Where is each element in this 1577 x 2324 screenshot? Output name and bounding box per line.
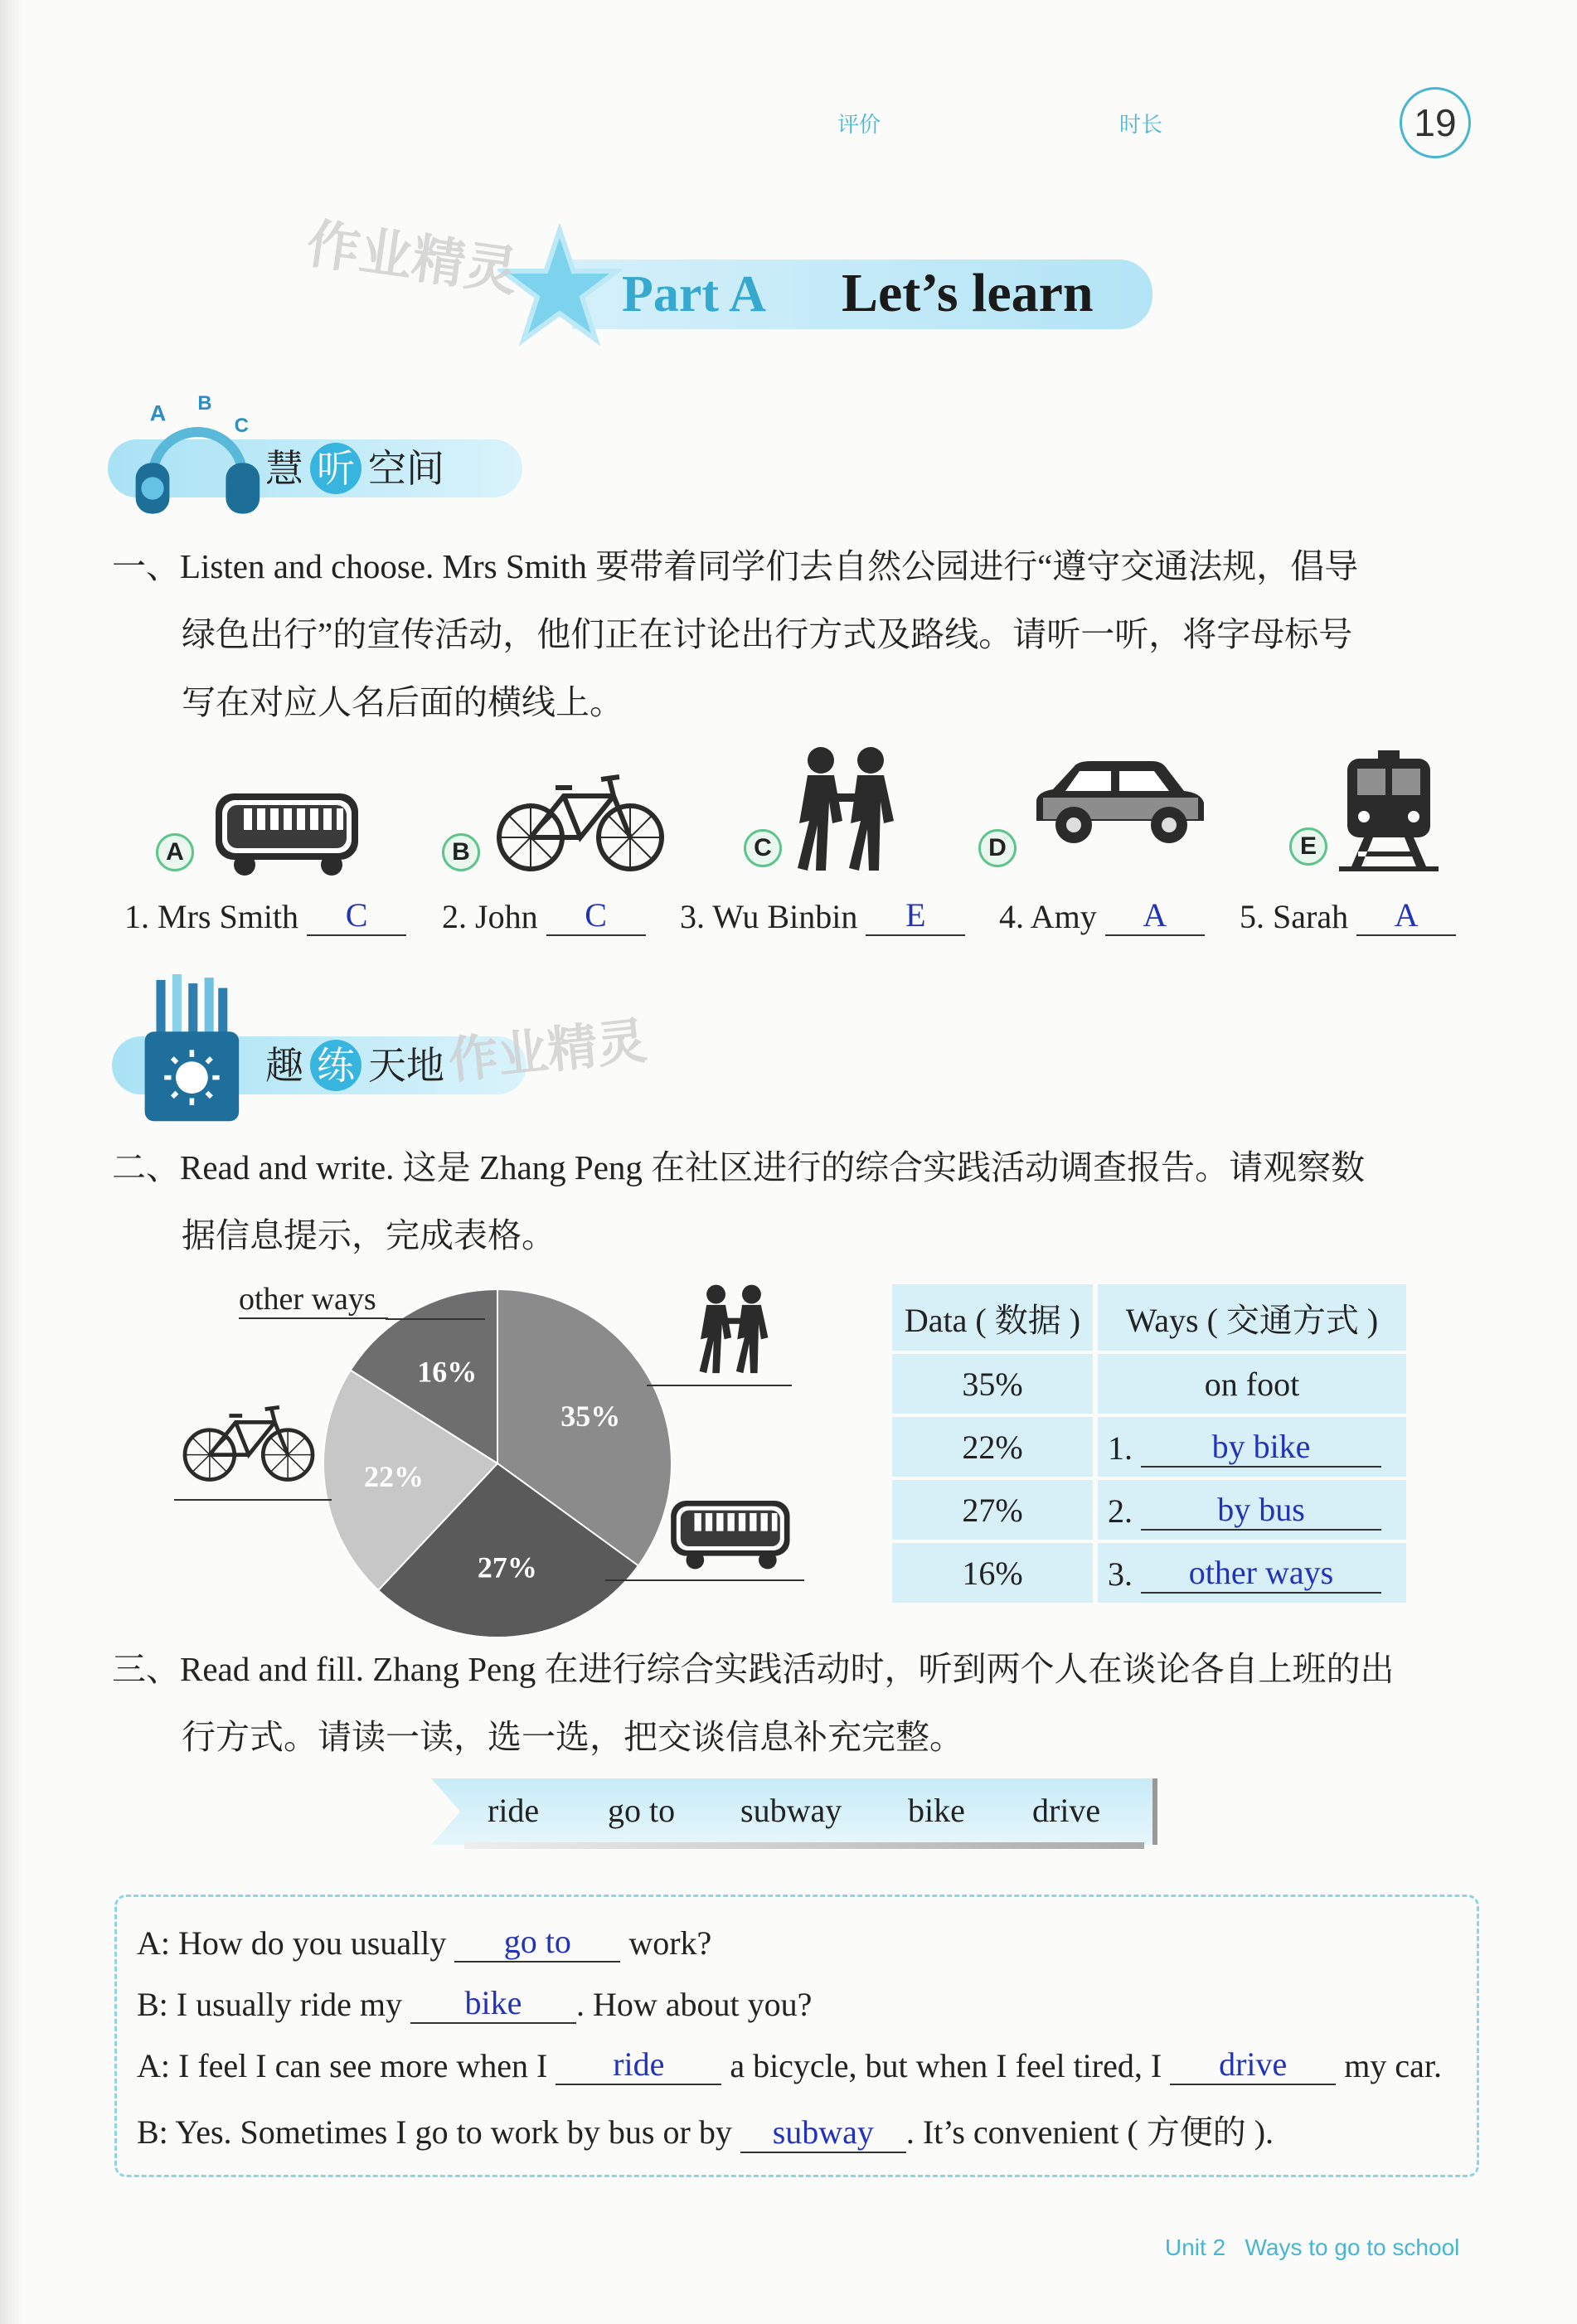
walking-icon <box>692 1281 775 1376</box>
footer <box>1165 2234 1459 2261</box>
answer-blank[interactable]: E <box>866 895 965 936</box>
page-number: 19 <box>1400 87 1471 158</box>
answer-item: 5. Sarah A <box>1240 895 1456 936</box>
answer-blank[interactable]: go to <box>454 1922 620 1963</box>
table-cell-data: 27% <box>892 1480 1093 1540</box>
answer-blank[interactable]: A <box>1356 895 1456 936</box>
train-icon <box>1335 750 1443 875</box>
table-cell-data: 35% <box>892 1354 1093 1414</box>
table-row <box>892 1480 1406 1540</box>
table-cell-way: 3. other ways <box>1098 1543 1406 1603</box>
heading-accent: 听 <box>310 443 361 494</box>
pie-slice-label: 27% <box>477 1550 537 1584</box>
pencil-cup-icon <box>133 974 249 1123</box>
dialogue-line: A: How do you usually go to work? <box>137 1923 712 1962</box>
evaluation-label: 评价 <box>837 112 881 137</box>
table-header-cell: Data ( 数据 ) <box>892 1284 1093 1351</box>
part-label: Part A <box>622 266 766 323</box>
option-letter-a: A <box>156 833 194 871</box>
table-cell-way: on foot <box>1098 1354 1406 1414</box>
word-bank-item: subway <box>740 1792 842 1829</box>
svg-text:B: B <box>197 391 212 415</box>
answer-blank[interactable]: by bus <box>1141 1490 1381 1531</box>
word-bank-item: go to <box>608 1792 676 1829</box>
table-cell-data: 16% <box>892 1543 1093 1603</box>
question-3: 三、Read and fill. Zhang Peng 在进行综合实践活动时，听到两个人在谈论各自上班的出 行方式。请读一读，选一选，把交谈信息补充完整。 <box>112 1650 1395 1756</box>
pie-chart <box>315 1281 680 1646</box>
answer-item: 3. Wu Binbin E <box>680 895 965 936</box>
answer-item: 2. John C <box>442 895 646 936</box>
option-letter-c: C <box>744 829 782 867</box>
footer-unit: Unit 2 <box>1165 2234 1226 2260</box>
pie-slice-label: 16% <box>417 1355 478 1389</box>
table-header-row <box>892 1284 1406 1351</box>
answer-blank[interactable]: C <box>546 895 646 936</box>
walking-icon <box>788 742 904 875</box>
svg-text:C: C <box>234 415 249 437</box>
section-heading-practice: 趣 练 天地 <box>265 1038 444 1093</box>
bus-icon <box>663 1492 796 1575</box>
dialogue-line: B: Yes. Sometimes I go to work by bus or by subway . It’s convenient ( 方便的 ). <box>137 2106 1274 2153</box>
answer-blank[interactable]: by bike <box>1141 1427 1381 1468</box>
leader-line <box>647 1385 792 1386</box>
word-bank-item: drive <box>1032 1792 1101 1829</box>
table-row <box>892 1417 1406 1477</box>
table-cell-way: 1. by bike <box>1098 1417 1406 1477</box>
answer-blank[interactable]: C <box>307 895 406 936</box>
lesson-title: Let’s learn <box>842 263 1094 323</box>
table-cell-data: 22% <box>892 1417 1093 1477</box>
heading-accent: 练 <box>310 1040 361 1091</box>
footer-title: Ways to go to school <box>1245 2234 1460 2260</box>
section-heading-listening: 慧 听 空间 <box>265 441 444 496</box>
dialogue-line: A: I feel I can see more when I ride a bicycle, but when I feel tired, I drive my car. <box>137 2045 1442 2084</box>
data-table <box>887 1281 1411 1606</box>
option-letter-d: D <box>978 829 1017 867</box>
answer-blank[interactable]: ride <box>556 2045 721 2085</box>
car-icon <box>1028 754 1211 854</box>
svg-text:A: A <box>149 400 167 426</box>
leader-line <box>386 1318 485 1320</box>
table-row <box>892 1543 1406 1603</box>
answer-blank[interactable]: bike <box>410 1983 576 2024</box>
bicycle-icon <box>178 1393 319 1484</box>
leader-line <box>605 1579 804 1581</box>
answer-blank[interactable]: A <box>1105 895 1205 936</box>
answer-item: 4. Amy A <box>999 895 1205 936</box>
watermark: 作业精灵 <box>445 1012 650 1089</box>
dialogue-line: B: I usually ride my bike . How about you? <box>137 1984 813 2023</box>
answer-blank[interactable]: other ways <box>1141 1553 1381 1594</box>
table-cell-way: 2. by bus <box>1098 1480 1406 1540</box>
bicycle-icon <box>493 759 667 875</box>
bus-icon <box>207 784 365 883</box>
page-edge <box>0 0 23 2324</box>
option-letter-b: B <box>442 833 480 871</box>
pie-slice-label: 35% <box>560 1399 621 1433</box>
word-bank-item: ride <box>488 1792 540 1829</box>
leader-line <box>174 1499 332 1501</box>
headphones-icon <box>124 390 265 531</box>
table-row <box>892 1354 1406 1414</box>
option-letter-e: E <box>1289 827 1327 866</box>
pie-slice-label: 22% <box>363 1459 424 1493</box>
duration-label: 时长 <box>1119 112 1163 137</box>
answer-blank[interactable]: subway <box>740 2113 906 2153</box>
question-1: 一、Listen and choose. Mrs Smith 要带着同学们去自然公园进行“遵守交通法规，倡导 绿色出行”的宣传活动，他们正在讨论出行方式及路线。请听一听，将字母标号 写在对应人名后面的横线上。 <box>112 547 1359 721</box>
word-bank-shadow <box>464 1842 1144 1849</box>
word-bank-item: bike <box>908 1792 965 1829</box>
answer-blank[interactable]: drive <box>1170 2045 1336 2085</box>
table-header-cell: Ways ( 交通方式 ) <box>1098 1284 1406 1351</box>
question-2: 二、Read and write. 这是 Zhang Peng 在社区进行的综合实践活动调查报告。请观察数 据信息提示，完成表格。 <box>112 1148 1366 1254</box>
answer-item: 1. Mrs Smith C <box>124 895 406 936</box>
watermark: 作业精灵 <box>303 213 522 303</box>
other-ways-label: other ways <box>239 1281 388 1319</box>
